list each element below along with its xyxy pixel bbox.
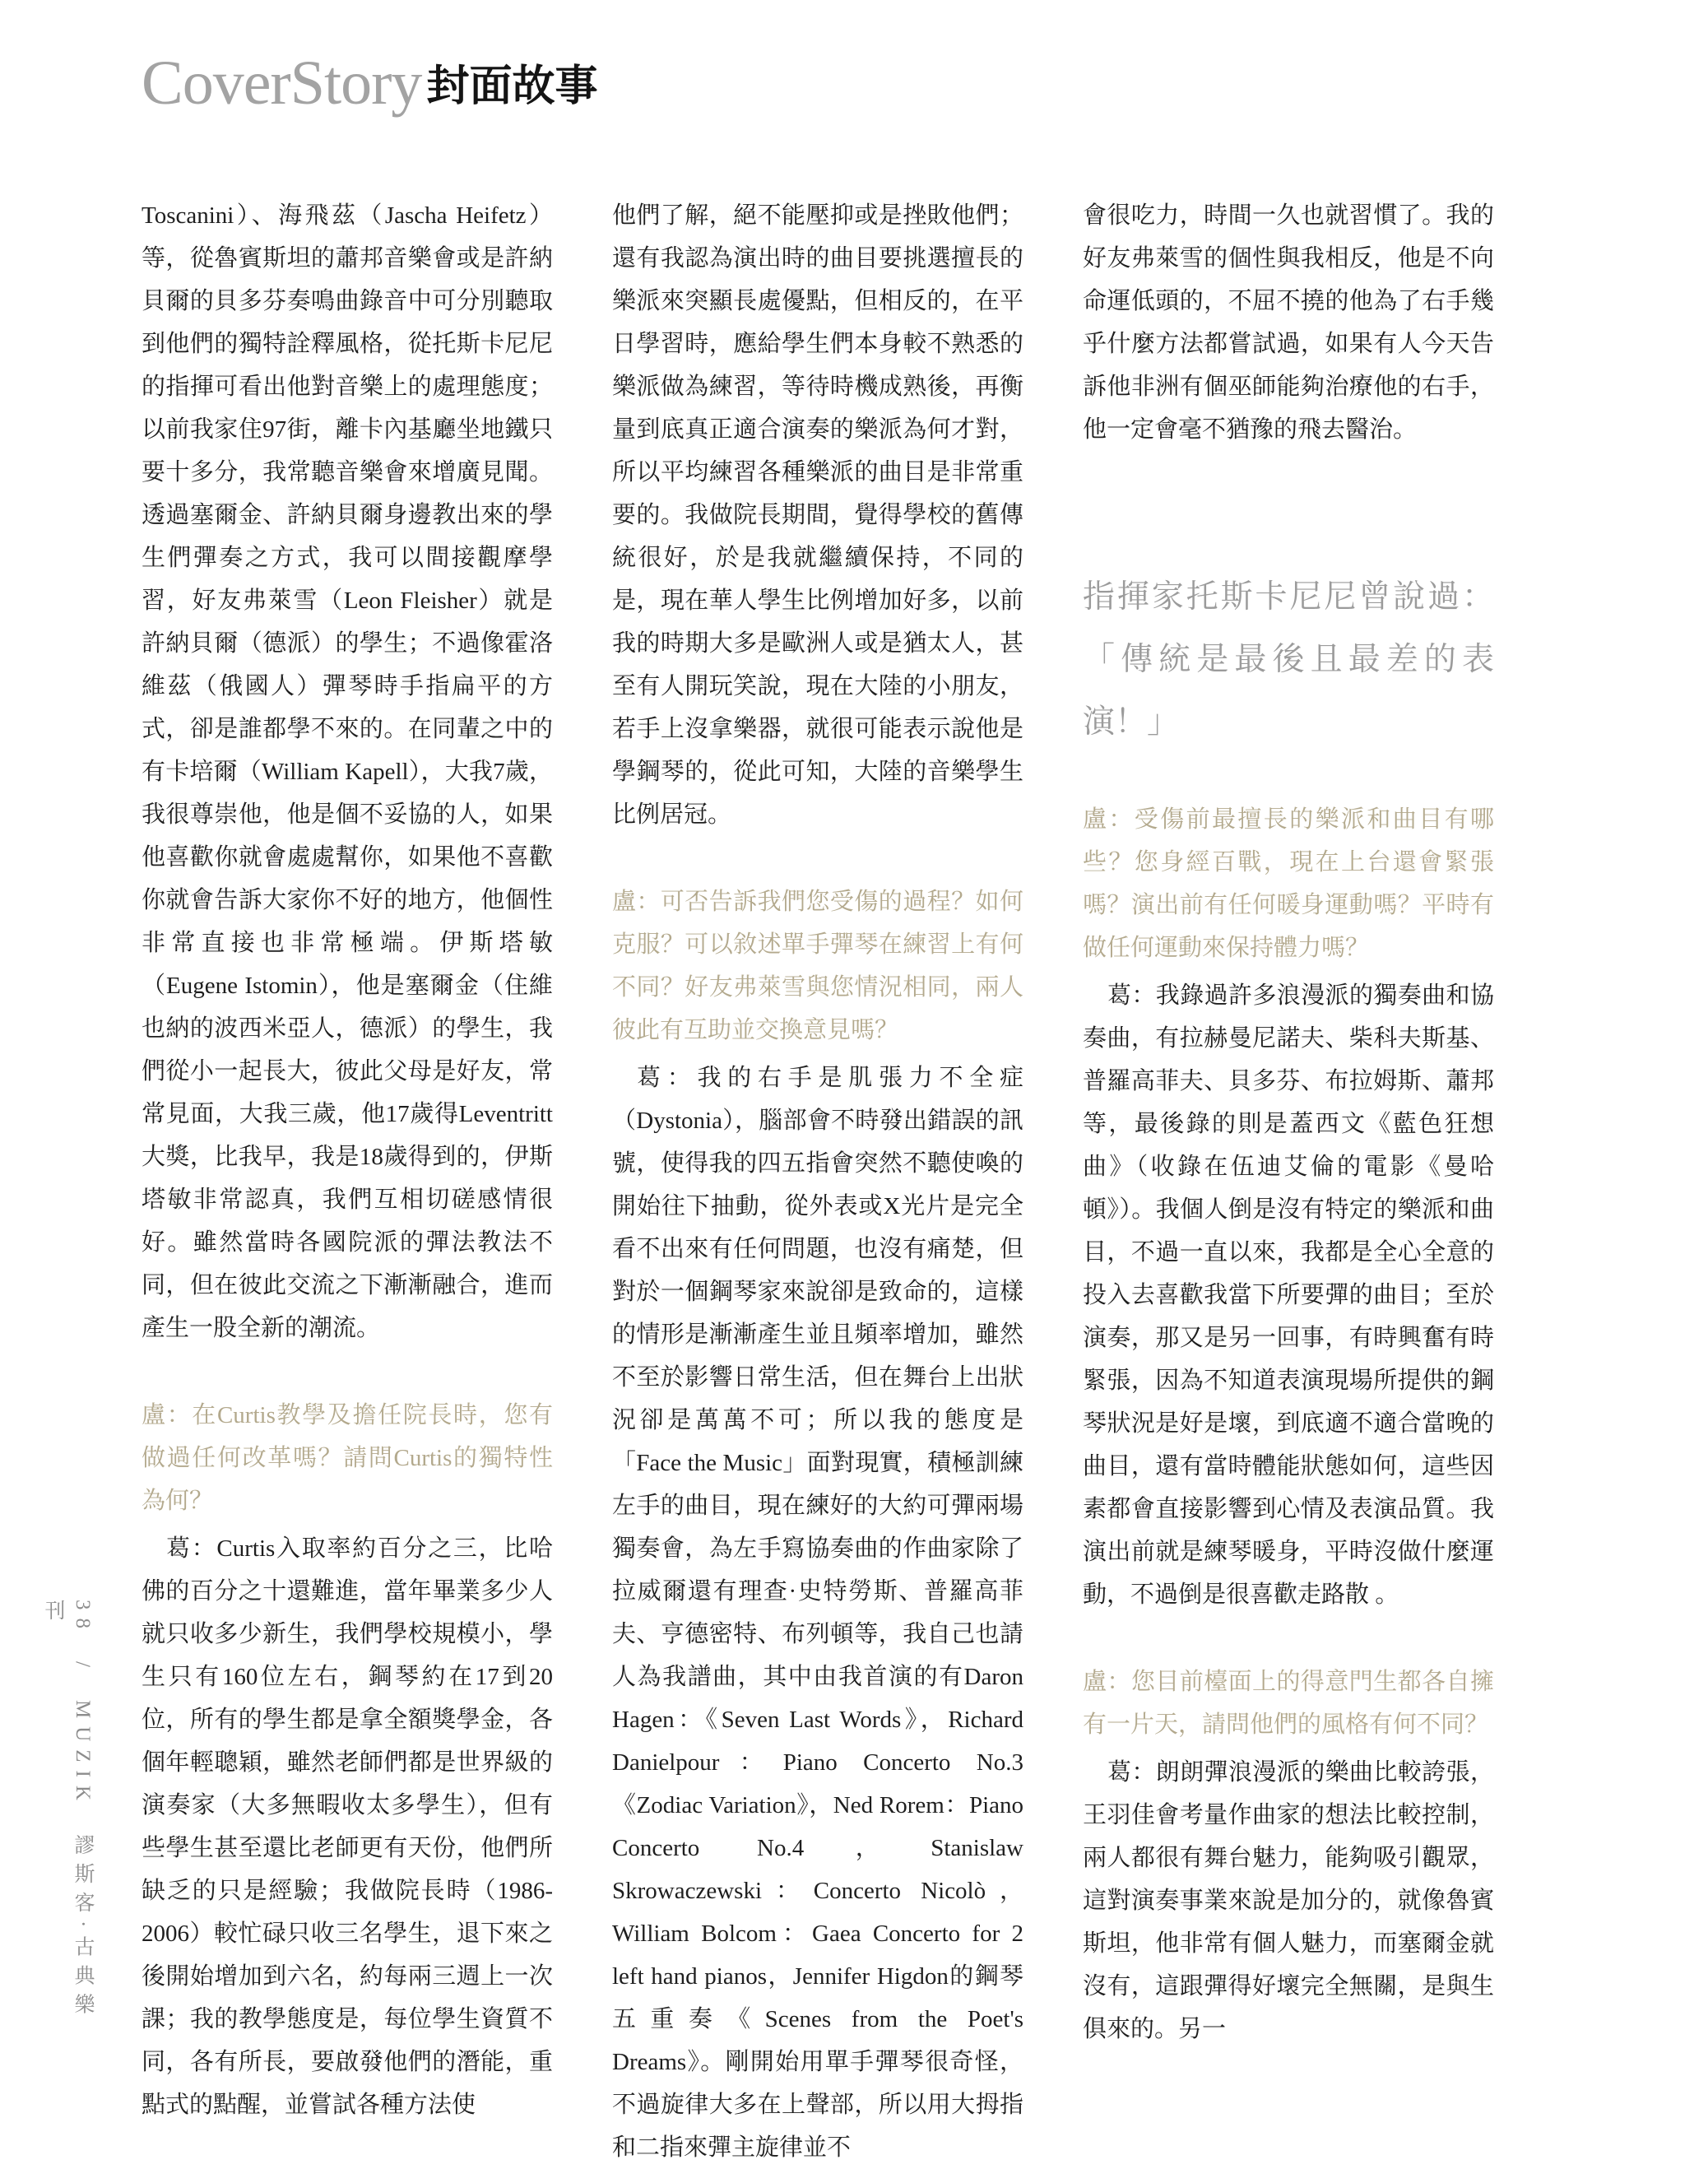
article-column-3 <box>1083 194 1494 2051</box>
article-paragraph: Toscanini）、海飛茲（Jascha Heifetz）等，從魯賓斯坦的蕭邦音樂會或是許納貝爾的貝多芬奏鳴曲錄音中可分別聽取到他們的獨特詮釋風格，從托斯卡尼尼的指揮可看出他對音樂上的處理態度；以前我家住97街，離卡內基廳坐地鐵只要十多分，我常聽音樂會來增廣見聞。透過塞爾金、許納貝爾身邊教出來的學生們彈奏之方式，我可以間接觀摩學習，好友弗萊雪（Leon Fleisher）就是許納貝爾（德派）的學生；不過像霍洛維茲（俄國人）彈琴時手指扁平的方式，卻是誰都學不來的。在同輩之中的有卡培爾（William Kapell），大我7歲，我很尊崇他，他是個不妥協的人，如果他喜歡你就會處處幫你，如果他不喜歡你就會告訴大家你不好的地方，他個性非常直接也非常極端。伊斯塔敏（Eugene Istomin），他是塞爾金（住維也納的波西米亞人，德派）的學生，我們從小一起長大，彼此父母是好友，常常見面，大我三歲，他17歲得Leventritt大獎，比我早，我是18歲得到的，伊斯塔敏非常認真，我們互相切磋感情很好。雖然當時各國院派的彈法教法不同，但在彼此交流之下漸漸融合，進而產生一股全新的潮流。 <box>142 202 553 1341</box>
magazine-name: MUZIK <box>72 1700 94 1809</box>
section-header <box>142 48 597 119</box>
article-paragraph: 他們了解，絕不能壓抑或是挫敗他們；還有我認為演出時的曲目要挑選擅長的樂派來突顯長處優點，但相反的，在平日學習時，應給學生們本身較不熟悉的樂派做為練習，等待時機成熟後，再衡量到底真正適合演奏的樂派為何才對，所以平均練習各種樂派的曲目是非常重要的。我做院長期間，覺得學校的舊傳統很好，於是我就繼續保持，不同的是，現在華人學生比例增加好多，以前我的時期大多是歐洲人或是猶太人，甚至有人開玩笑說，現在大陸的小朋友，若手上沒拿樂器，就很可能表示說他是學鋼琴的，從此可知，大陸的音樂學生比例居冠。 <box>612 202 1023 828</box>
interview-question: 盧：您目前檯面上的得意門生都各自擁有一片天，請問他們的風格有何不同？ <box>1083 1669 1494 1738</box>
article-column-2 <box>612 194 1023 2169</box>
magazine-edition: 謬斯客·古典樂刊 <box>42 1600 94 2022</box>
pull-quote: 指揮家托斯卡尼尼曾說過：「傳統是最後且最差的表演！」 <box>1083 579 1494 740</box>
interview-question: 盧：在Curtis教學及擔任院長時，您有做過任何改革嗎？請問Curtis的獨特性為何？ <box>142 1402 553 1514</box>
page-number: 38 <box>72 1600 94 1637</box>
article-column-1 <box>142 194 553 2126</box>
section-title-english: CoverStory <box>142 49 422 118</box>
interview-answer: 葛：我的右手是肌張力不全症（Dystonia），腦部會不時發出錯誤的訊號，使得我的四五指會突然不聽使喚的開始往下抽動，從外表或X光片是完全看不出來有任何問題，也沒有痛楚，但對於一個鋼琴家來說卻是致命的，這樣的情形是漸漸產生並且頻率增加，雖然不至於影響日常生活，但在舞台上出狀況卻是萬萬不可；所以我的態度是「Face the Music」面對現實，積極訓練左手的曲目，現在練好的大約可彈兩場獨奏會，為左手寫協奏曲的作曲家除了拉威爾還有理查·史特勞斯、普羅高菲夫、亨德密特、布列頓等，我自己也請人為我譜曲，其中由我首演的有Daron Hagen：《Seven Last Words》，Richard Danielpour：Piano Concerto No.3 《Zodiac Variation》，Ned Rorem：Piano Concerto No.4，Stanislaw Skrowaczewski：Concerto Nicolò，William Bolcom：Gaea Concerto for 2 left hand pianos，Jennifer Higdon的鋼琴五重奏《Scenes from the Poet's Dreams》。剛開始用單手彈琴很奇怪，不過旋律大多在上聲部，所以用大拇指和二指來彈主旋律並不 <box>612 1065 1023 2161</box>
article-paragraph: 會很吃力，時間一久也就習慣了。我的好友弗萊雪的個性與我相反，他是不向命運低頭的，不屈不撓的他為了右手幾乎什麼方法都嘗試過，如果有人今天告訴他非洲有個巫師能夠治療他的右手，他一定會毫不猶豫的飛去醫治。 <box>1083 202 1494 443</box>
section-title-chinese: 封面故事 <box>426 63 598 110</box>
interview-question: 盧：受傷前最擅長的樂派和曲目有哪些？您身經百戰，現在上台還會緊張嗎？演出前有任何暖身運動嗎？平時有做任何運動來保持體力嗎？ <box>1083 806 1494 961</box>
interview-answer: 葛：朗朗彈浪漫派的樂曲比較誇張，王羽佳會考量作曲家的想法比較控制，兩人都很有舞台魅力，能夠吸引觀眾，這對演奏事業來說是加分的，就像魯賓斯坦，他非常有個人魅力，而塞爾金就沒有，這跟彈得好壞完全無關，是與生俱來的。另一 <box>1083 1759 1494 2042</box>
interview-answer: 葛：我錄過許多浪漫派的獨奏曲和協奏曲，有拉赫曼尼諾夫、柴科夫斯基、普羅高菲夫、貝多芬、布拉姆斯、蕭邦等，最後錄的則是蓋西文《藍色狂想曲》（收錄在伍迪艾倫的電影《曼哈頓》）。我個人倒是沒有特定的樂派和曲目，不過一直以來，我都是全心全意的投入去喜歡我當下所要彈的曲目；至於演奏，那又是另一回事，有時興奮有時緊張，因為不知道表演現場所提供的鋼琴狀況是好是壞，到底適不適合當晚的曲目，還有當時體能狀態如何，這些因素都會直接影響到心情及表演品質。我演出前就是練琴暖身，平時沒做什麼運動，不過倒是很喜歡走路散 。 <box>1083 982 1494 1608</box>
page-spine <box>38 1600 97 2060</box>
article-content <box>142 194 1517 2169</box>
spine-separator: / <box>72 1661 94 1676</box>
interview-question: 盧：可否告訴我們您受傷的過程？如何克服？可以敘述單手彈琴在練習上有何不同？好友弗萊雪與您情況相同，兩人彼此有互助並交換意見嗎？ <box>612 889 1023 1043</box>
interview-answer: 葛：Curtis入取率約百分之三，比哈佛的百分之十還難進，當年畢業多少人就只收多少新生，我們學校規模小，學生只有160位左右，鋼琴約在17到20位，所有的學生都是拿全額獎學金，各個年輕聰穎，雖然老師們都是世界級的演奏家（大多無暇收太多學生），但有些學生甚至還比老師更有天份，他們所缺乏的只是經驗；我做院長時（1986-2006）較忙碌只收三名學生，退下來之後開始增加到六名，約每兩三週上一次課；我的教學態度是，每位學生資質不同，各有所長，要啟發他們的潛能，重點式的點醒，並嘗試各種方法使 <box>142 1535 553 2118</box>
